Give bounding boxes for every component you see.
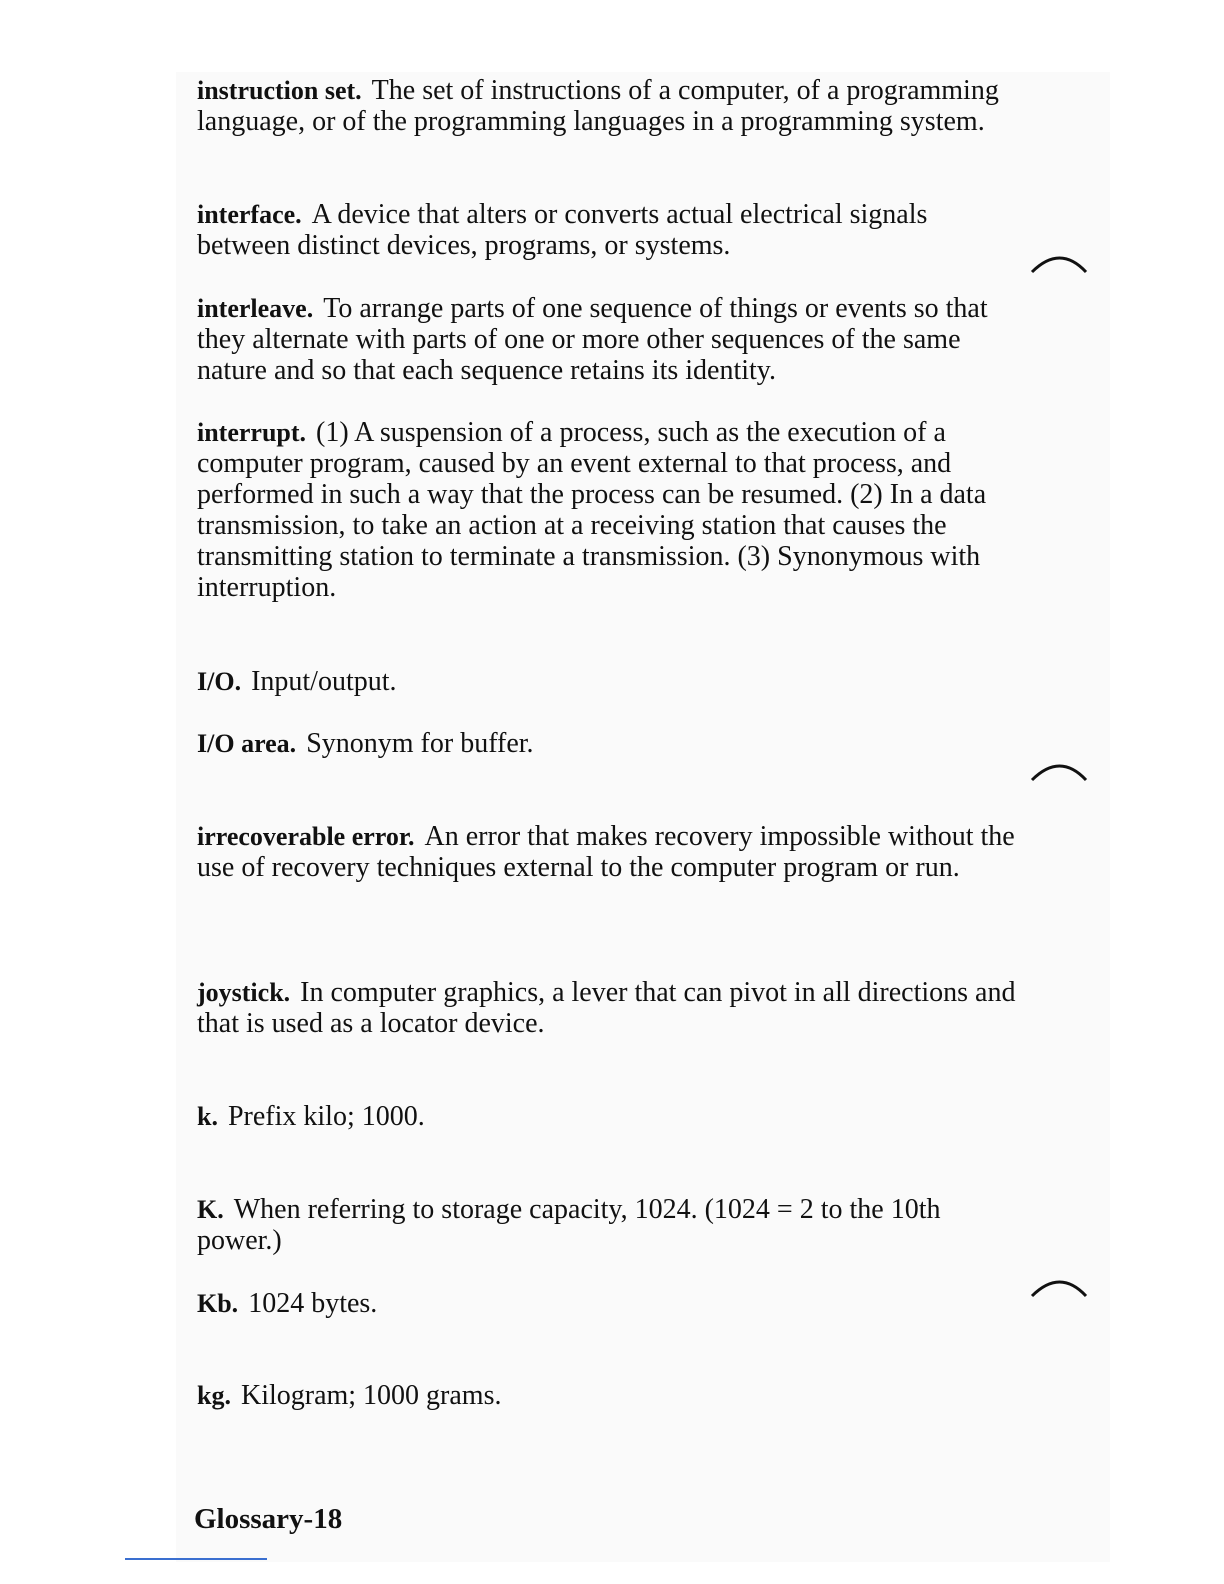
entry-definition: Input/output.: [251, 666, 397, 697]
entry-definition: An error that makes recovery impossible without the use of recovery techniques external to the computer program or run.: [197, 821, 1015, 883]
entry-definition: Kilogram; 1000 grams.: [240, 1380, 502, 1411]
binder-tab-mark-icon: [1030, 758, 1090, 784]
glossary-entry-k-lower: [197, 1101, 1017, 1132]
entry-definition: To arrange parts of one sequence of things or events so that they alternate with parts of one or more other sequences of the same nature and so that each sequence retains its identity.: [197, 293, 988, 386]
entry-definition: When referring to storage capacity, 1024. (1024 = 2 to the 10th power.): [197, 1194, 941, 1256]
entry-term: K.: [197, 1195, 224, 1224]
glossary-entry-io: [197, 666, 1017, 697]
entry-term: I/O.: [197, 667, 242, 696]
entry-definition: A device that alters or converts actual electrical signals between distinct devices, programs, or systems.: [197, 199, 928, 261]
entry-term: interrupt.: [197, 418, 307, 447]
entry-term: instruction set.: [197, 76, 362, 105]
entry-term: joystick.: [197, 978, 291, 1007]
entry-term: interface.: [197, 200, 302, 229]
entry-definition: 1024 bytes.: [248, 1288, 378, 1319]
glossary-entry-irrecoverable-error: [197, 821, 1017, 883]
glossary-entry-k-upper: [197, 1194, 1017, 1256]
glossary-entry-interface: [197, 199, 1017, 261]
entry-definition: In computer graphics, a lever that can pivot in all directions and that is used as a locator device.: [197, 977, 1016, 1039]
glossary-entry-joystick: [197, 977, 1017, 1039]
glossary-entry-interrupt: [197, 417, 1017, 603]
entry-term: Kb.: [197, 1289, 239, 1318]
entry-definition: Prefix kilo; 1000.: [227, 1101, 425, 1132]
entry-term: I/O area.: [197, 729, 297, 758]
glossary-entry-io-area: [197, 728, 1017, 759]
binder-tab-mark-icon: [1030, 250, 1090, 276]
entry-term: irrecoverable error.: [197, 822, 415, 851]
entry-definition: Synonym for buffer.: [306, 728, 534, 759]
glossary-entry-kg: [197, 1380, 1017, 1411]
entry-term: kg.: [197, 1381, 231, 1410]
glossary-entry-instruction-set: [197, 75, 1017, 137]
scan-artifact-line: [125, 1558, 267, 1560]
entry-term: interleave.: [197, 294, 314, 323]
page-number-label: Glossary-18: [194, 1503, 343, 1535]
entry-term: k.: [197, 1102, 218, 1131]
glossary-entry-kb: [197, 1288, 1017, 1319]
entry-definition: The set of instructions of a computer, of a programming language, or of the programming languages in a programming system.: [197, 75, 999, 137]
binder-tab-mark-icon: [1030, 1274, 1090, 1300]
glossary-entry-interleave: [197, 293, 1017, 386]
entry-definition: (1) A suspension of a process, such as the execution of a computer program, caused by an event external to that process, and performed in such a way that the process can be resumed. (2) In a data transmission, to take an action at a receiving station that causes the transmitting station to terminate a transmission. (3) Synonymous with interruption.: [197, 417, 987, 603]
